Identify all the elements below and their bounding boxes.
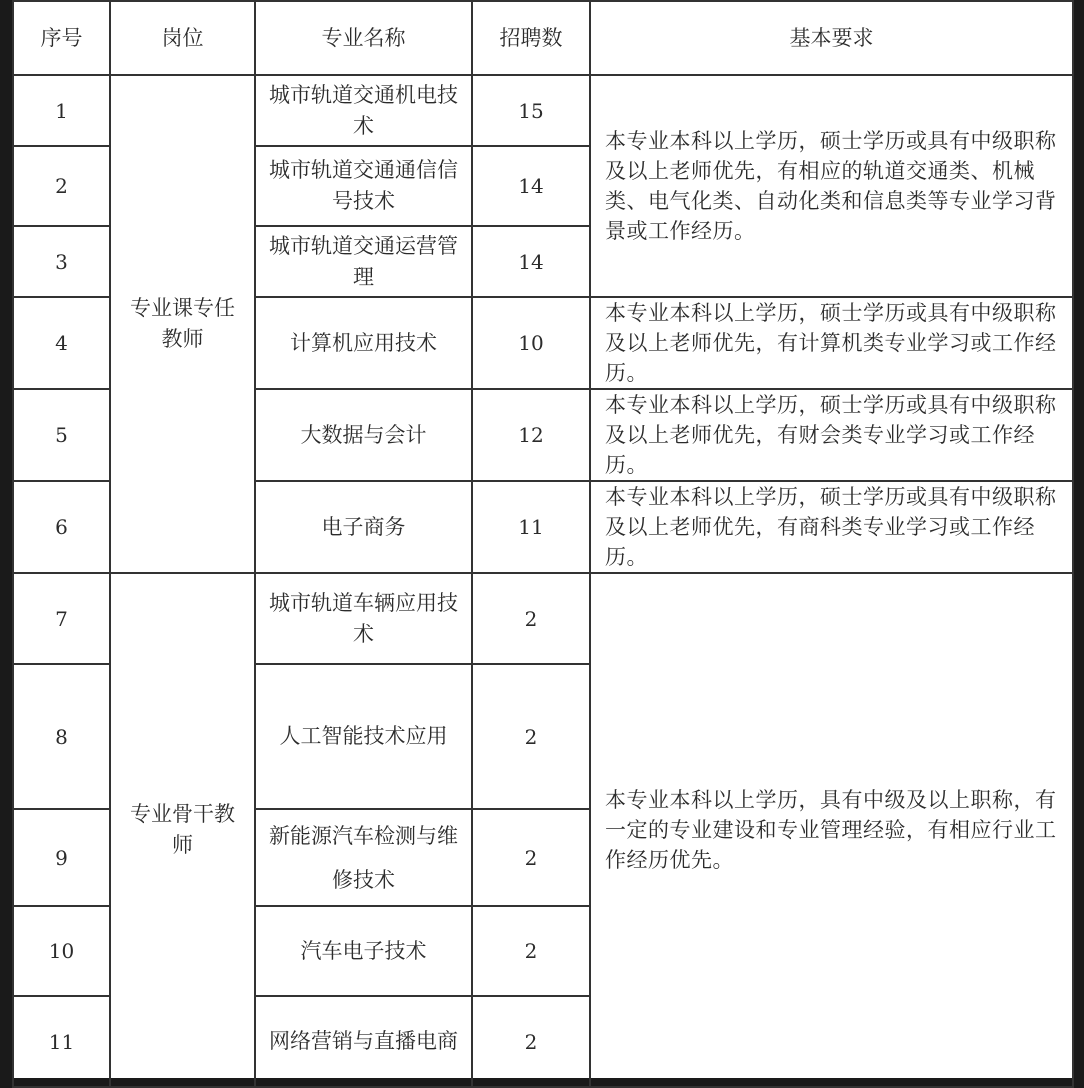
count-cell: 15: [472, 75, 590, 146]
post-label: 专业课专任教师: [130, 296, 235, 351]
seq-cell: 9: [13, 809, 110, 906]
requirement-cell: 本专业本科以上学历，具有中级及以上职称，有一定的专业建设和专业管理经验，有相应行业工作经历优先。: [590, 573, 1073, 1087]
table-row: [13, 573, 1073, 664]
major-label: 城市轨道交通通信信号技术: [269, 158, 458, 213]
major-label: 大数据与会计: [300, 422, 427, 447]
header-requirement: 基本要求: [590, 1, 1073, 75]
seq-cell: 7: [13, 573, 110, 664]
header-row: [13, 1, 1073, 75]
header-post: 岗位: [110, 1, 255, 75]
major-cell: [255, 75, 472, 146]
major-cell: [255, 809, 472, 906]
major-label: 网络营销与直播电商: [269, 1029, 458, 1053]
seq-cell: 10: [13, 906, 110, 996]
count-cell: 11: [472, 481, 590, 573]
seq-cell: 8: [13, 664, 110, 809]
major-label: 计算机应用技术: [290, 330, 437, 355]
post-cell: [110, 75, 255, 573]
seq-cell: 6: [13, 481, 110, 573]
requirement-cell: 本专业本科以上学历，硕士学历或具有中级职称及以上老师优先，有计算机类专业学习或工作经历。: [590, 297, 1073, 389]
requirement-cell: 本专业本科以上学历，硕士学历或具有中级职称及以上老师优先，有商科类专业学习或工作经历。: [590, 481, 1073, 573]
major-label: 汽车电子技术: [300, 938, 427, 963]
major-label: 城市轨道车辆应用技术: [269, 590, 458, 646]
major-label: 城市轨道交通机电技术: [269, 82, 458, 138]
requirement-cell: 本专业本科以上学历，硕士学历或具有中级职称及以上老师优先，有相应的轨道交通类、机械类、电气化类、自动化类和信息类等专业学习背景或工作经历。: [590, 75, 1073, 297]
major-label: 人工智能技术应用: [279, 724, 448, 748]
header-seq: 序号: [13, 1, 110, 75]
seq-cell: 4: [13, 297, 110, 389]
document-sheet: [12, 0, 1072, 1078]
major-cell: [255, 146, 472, 226]
major-label: 城市轨道交通运营管理: [269, 233, 458, 289]
count-cell: 12: [472, 389, 590, 481]
seq-cell: 5: [13, 389, 110, 481]
seq-cell: 3: [13, 226, 110, 297]
major-cell: [255, 389, 472, 481]
header-count: 招聘数: [472, 1, 590, 75]
header-major: 专业名称: [255, 1, 472, 75]
major-cell: [255, 297, 472, 389]
seq-cell: 2: [13, 146, 110, 226]
count-cell: 2: [472, 573, 590, 664]
major-cell: [255, 996, 472, 1087]
count-cell: 2: [472, 809, 590, 906]
count-cell: 2: [472, 906, 590, 996]
table-row: [13, 75, 1073, 146]
post-cell: [110, 573, 255, 1087]
count-cell: 14: [472, 226, 590, 297]
post-label: 专业骨干教师: [130, 802, 235, 857]
major-cell: [255, 906, 472, 996]
major-label: 新能源汽车检测与维修技术: [269, 823, 458, 892]
count-cell: 10: [472, 297, 590, 389]
major-cell: [255, 481, 472, 573]
count-cell: 2: [472, 996, 590, 1087]
requirement-cell: 本专业本科以上学历，硕士学历或具有中级职称及以上老师优先，有财会类专业学习或工作经历。: [590, 389, 1073, 481]
count-cell: 2: [472, 664, 590, 809]
major-cell: [255, 664, 472, 809]
count-cell: 14: [472, 146, 590, 226]
major-cell: [255, 573, 472, 664]
recruitment-table: [12, 0, 1074, 1088]
seq-cell: 11: [13, 996, 110, 1087]
major-label: 电子商务: [321, 514, 406, 539]
seq-cell: 1: [13, 75, 110, 146]
major-cell: [255, 226, 472, 297]
